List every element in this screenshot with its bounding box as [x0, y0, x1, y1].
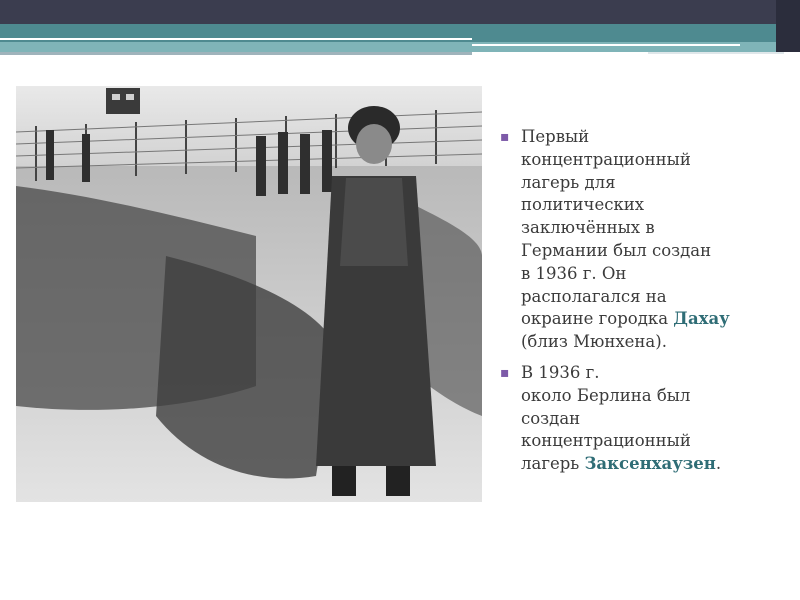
- text-fragment: окраине городка: [521, 309, 674, 329]
- bullet-item-dachau: [500, 126, 790, 354]
- text-fragment: .: [715, 454, 722, 474]
- text-line: лагерь для: [521, 172, 616, 192]
- header-divider-line: [0, 38, 472, 40]
- text-line: концентрационный: [521, 149, 691, 169]
- bullet-icon: ▪: [500, 364, 510, 381]
- highlight-dachau: Дахау: [673, 309, 730, 329]
- text-line: [521, 308, 790, 331]
- text-line: располагался на: [521, 286, 667, 306]
- text-line: Германии был создан: [521, 240, 712, 260]
- header-corner-block: [776, 0, 800, 52]
- text-line: политических: [521, 195, 645, 215]
- text-line: В 1936 г.: [521, 362, 600, 382]
- highlight-sachsenhausen: Заксенхаузен: [584, 454, 716, 474]
- text-line: (близ Мюнхена).: [521, 332, 667, 352]
- bullet-list: [500, 126, 790, 476]
- header-divider-line: [472, 44, 740, 46]
- header-dark-bar: [0, 0, 800, 24]
- slide-text: [500, 126, 790, 484]
- text-line: Первый: [521, 127, 590, 146]
- text-fragment: лагерь: [521, 454, 585, 474]
- text-line: создан: [521, 408, 581, 428]
- header-divider-line: [648, 52, 784, 54]
- text-line: [521, 453, 790, 476]
- text-line: около Берлина был: [521, 385, 691, 405]
- text-line: в 1936 г. Он: [521, 263, 627, 283]
- text-line: заключённых в: [521, 218, 655, 238]
- bullet-item-sachsenhausen: [500, 362, 790, 476]
- photo-illustration: [16, 86, 482, 502]
- text-line: концентрационный: [521, 431, 691, 451]
- bullet-icon: ▪: [500, 129, 510, 145]
- historical-photo: [16, 86, 482, 502]
- header-divider-line: [0, 52, 472, 55]
